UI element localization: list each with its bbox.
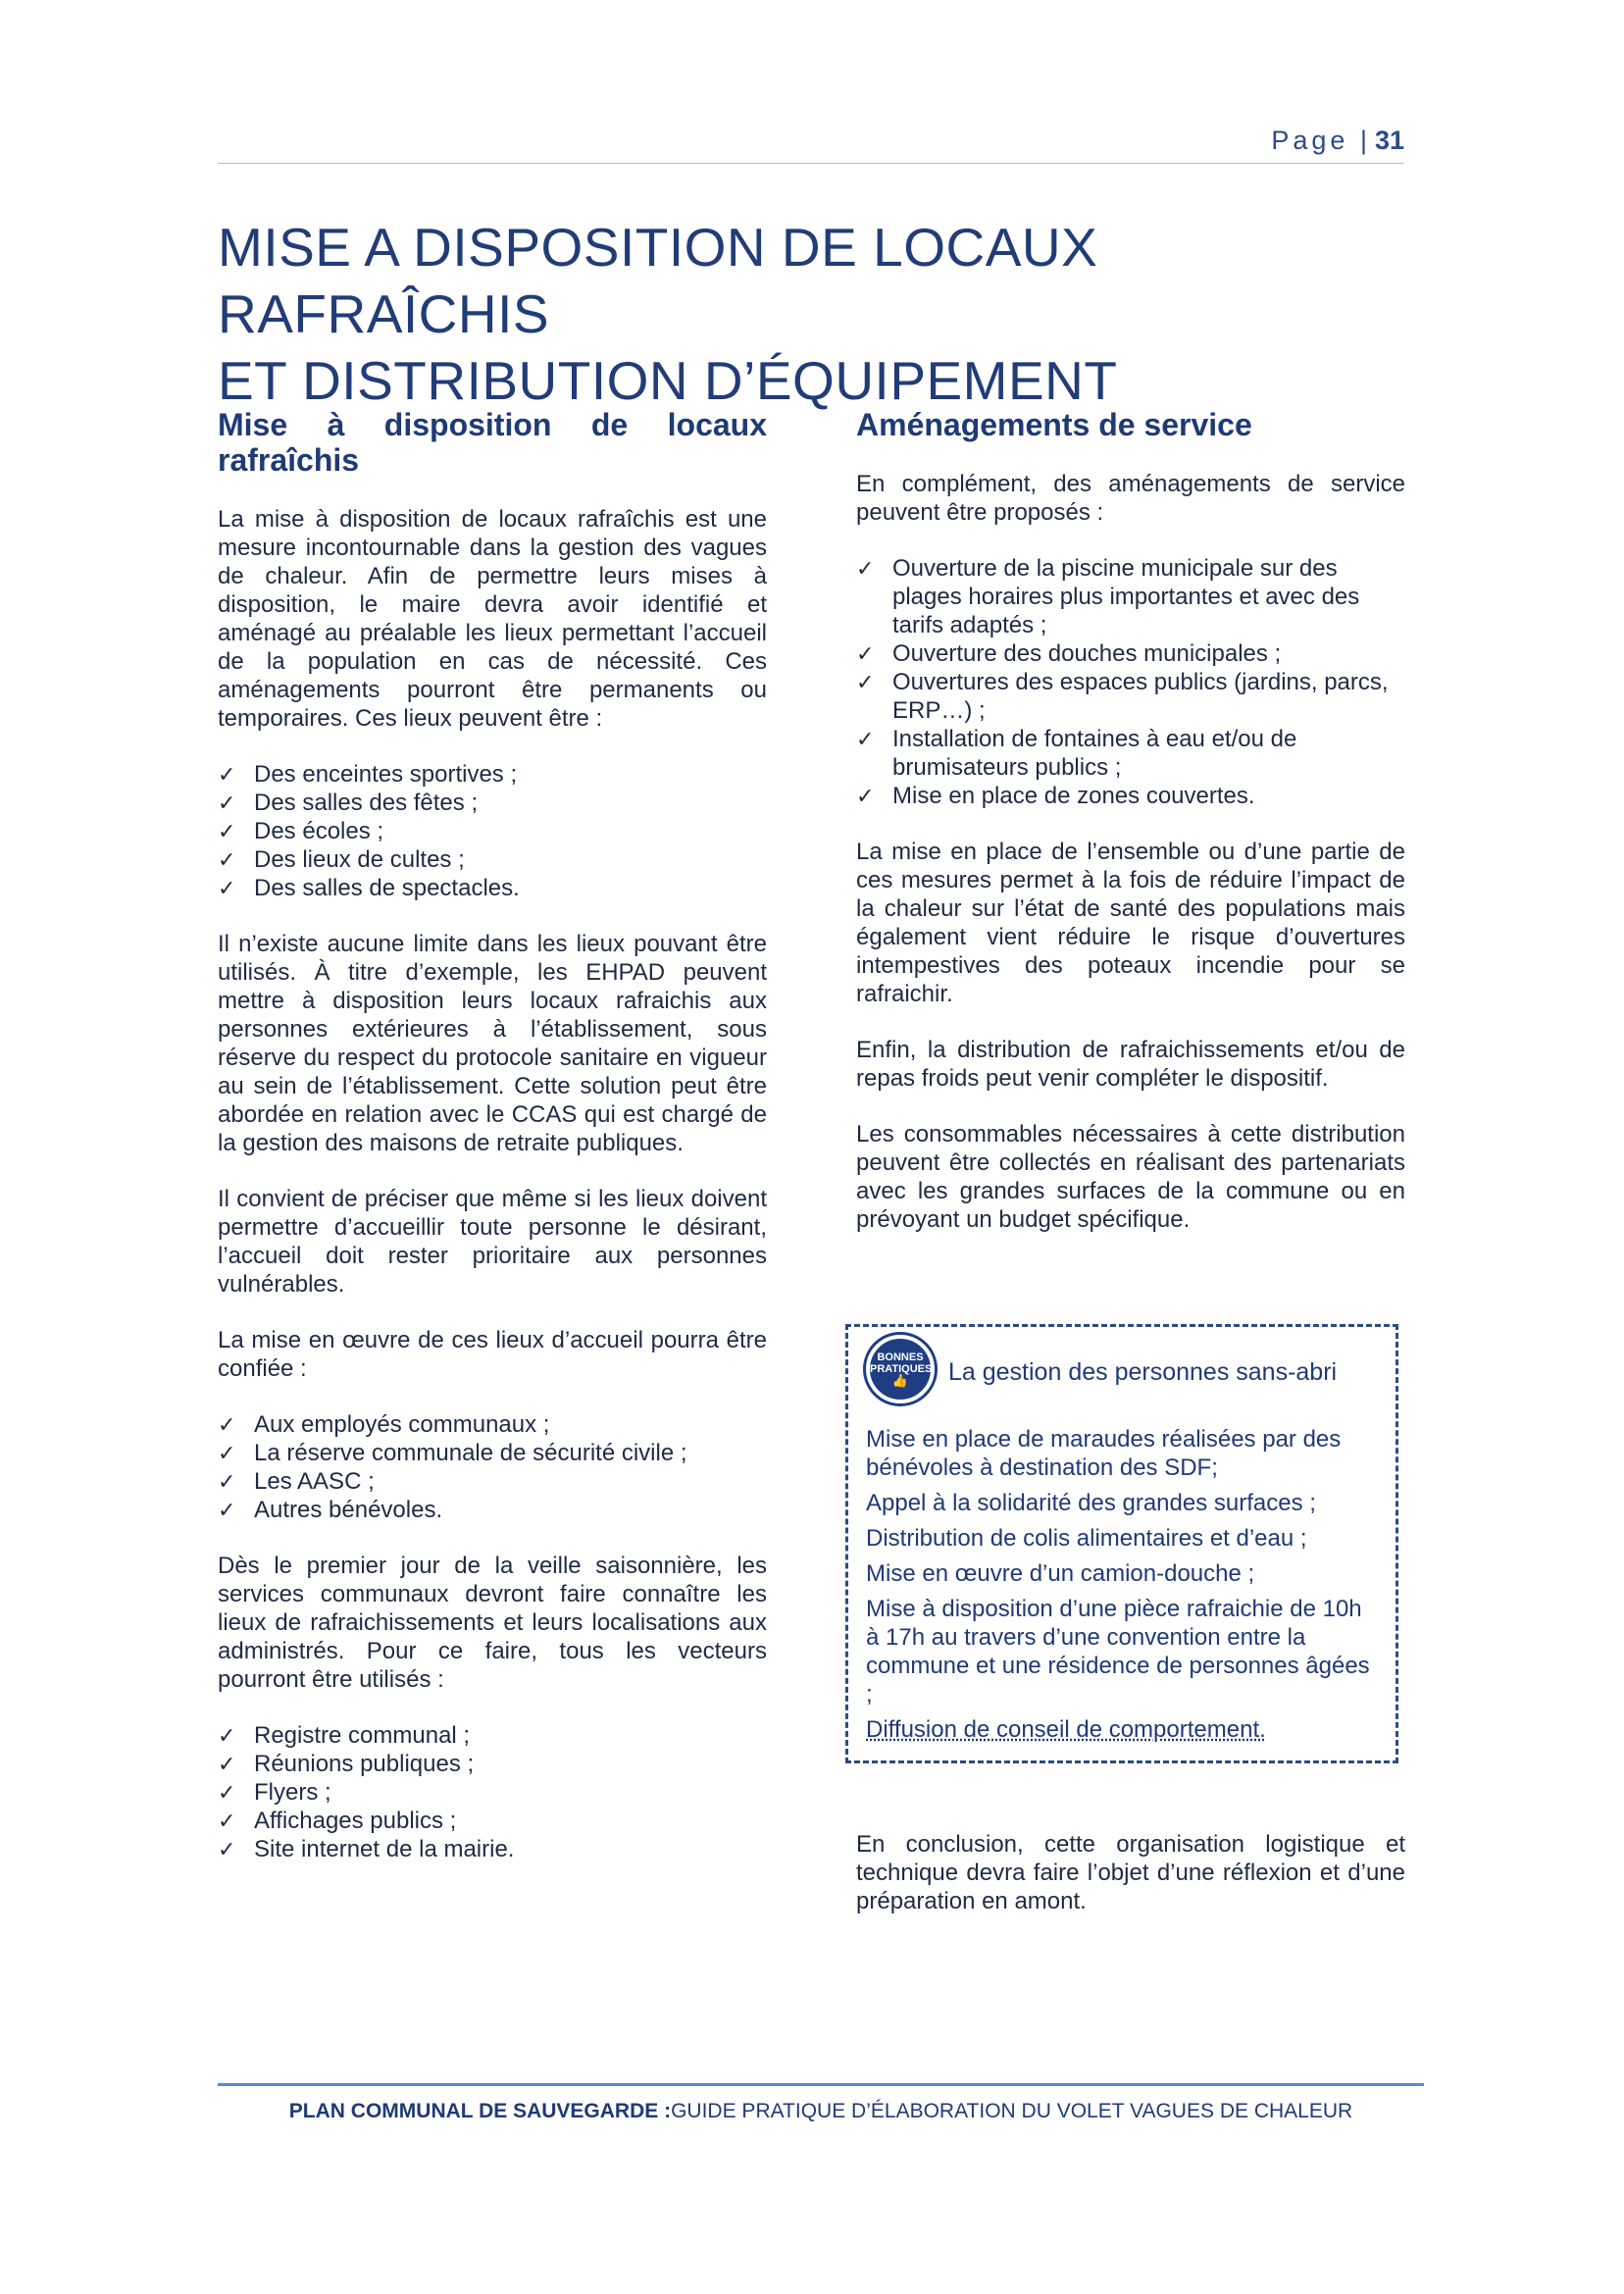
left-paragraph-5: Dès le premier jour de la veille saisonnière, les services communaux devront faire connaître les lieux de rafraichissements et leurs localisations aux administrés. Pour ce faire, tous les vecteurs pourront être utilisés : bbox=[218, 1553, 767, 1693]
list-item: ✓ Ouverture de la piscine municipale sur des plages horaires plus importantes et avec des tarifs adaptés ; bbox=[856, 554, 1405, 639]
best-practice-item: Mise en œuvre d’un camion-douche ; bbox=[866, 1560, 1255, 1587]
page-number: Page | 31 bbox=[1271, 126, 1404, 155]
list-item: ✓ Mise en place de zones couvertes. bbox=[856, 782, 1405, 810]
list-item: ✓ Ouvertures des espaces publics (jardins, parcs, ERP…) ; bbox=[856, 668, 1405, 725]
left-paragraph-3: Il convient de préciser que même si les lieux doivent permettre d’accueillir toute personne le désirant, l’accueil doit rester prioritaire aux personnes vulnérables. bbox=[218, 1186, 767, 1298]
page-footer bbox=[218, 2083, 1424, 2135]
list-item: ✓ Installation de fontaines à eau et/ou de brumisateurs publics ; bbox=[856, 725, 1405, 782]
left-paragraph-4: La mise en œuvre de ces lieux d’accueil pourra être confiée : bbox=[218, 1327, 767, 1382]
best-practice-title: La gestion des personnes sans-abri bbox=[948, 1357, 1338, 1386]
left-heading-line-2: rafraîchis bbox=[218, 442, 360, 478]
list-item: ✓ Ouverture des douches municipales ; bbox=[856, 639, 1405, 668]
page-header bbox=[218, 116, 1404, 164]
list-item: ✓ Affichages publics ; bbox=[218, 1807, 767, 1835]
page-number-value: 31 bbox=[1374, 126, 1404, 155]
title-line-1: MISE A DISPOSITION DE LOCAUX RAFRAÎCHIS bbox=[218, 217, 1098, 344]
service-list bbox=[856, 554, 1405, 810]
best-practice-item: Diffusion de conseil de comportement. bbox=[866, 1716, 1266, 1743]
best-practice-item: Appel à la solidarité des grandes surfaces ; bbox=[866, 1490, 1316, 1516]
left-paragraph-1: La mise à disposition de locaux rafraîchis est une mesure incontournable dans la gestion des vagues de chaleur. Afin de permettre leurs mises à disposition, le maire devra avoir identifié et aménagé au préalable les lieux permettant l’accueil de la population en cas de nécessité. Ces aménagements pourront être permanents ou temporaires. Ces lieux peuvent être : bbox=[218, 506, 767, 732]
best-practice-item: Mise à disposition d’une pièce rafraichie de 10h à 17h au travers d’une convention entre la commune et une résidence de personnes âgées ; bbox=[866, 1596, 1370, 1708]
best-practice-list bbox=[866, 1425, 1378, 1744]
page-title bbox=[218, 214, 1424, 414]
footer-bold: PLAN COMMUNAL DE SAUVEGARDE : bbox=[288, 2100, 672, 2122]
list-item: ✓ Des lieux de cultes ; bbox=[218, 845, 767, 874]
right-paragraph-2: La mise en place de l’ensemble ou d’une partie de ces mesures permet à la fois de réduire l’impact de la chaleur sur l’état de santé des populations mais également vient réduire le risque d’ouvertures intempestives des poteaux incendie pour se rafraichir. bbox=[856, 839, 1405, 1007]
venue-list bbox=[218, 760, 767, 902]
staff-list bbox=[218, 1410, 767, 1524]
list-item: ✓ Des écoles ; bbox=[218, 817, 767, 845]
channel-list bbox=[218, 1721, 767, 1863]
left-paragraph-2: Il n’existe aucune limite dans les lieux pouvant être utilisés. À titre d’exemple, les EHPAD peuvent mettre à disposition leurs locaux rafraichis aux personnes extérieures à l’établissement, sous réserve du respect du protocole sanitaire en vigueur au sein de l’établissement. Cette solution peut être abordée en relation avec le CCAS qui est chargé de la gestion des maisons de retraite publiques. bbox=[218, 931, 767, 1156]
list-item: ✓ Site internet de la mairie. bbox=[218, 1835, 767, 1863]
best-practice-header bbox=[866, 1335, 1378, 1403]
list-item: ✓ Les AASC ; bbox=[218, 1467, 767, 1496]
list-item: ✓ Aux employés communaux ; bbox=[218, 1410, 767, 1439]
list-item: ✓ Des salles des fêtes ; bbox=[218, 789, 767, 817]
list-item: ✓ Autres bénévoles. bbox=[218, 1496, 767, 1524]
right-paragraph-3: Enfin, la distribution de rafraichissements et/ou de repas froids peut venir compléter le dispositif. bbox=[856, 1037, 1405, 1092]
conclusion-paragraph: En conclusion, cette organisation logistique et technique devra faire l’objet d’une réflexion et d’une préparation en amont. bbox=[856, 1831, 1405, 1914]
best-practice-item: Distribution de colis alimentaires et d’eau ; bbox=[866, 1525, 1307, 1552]
thumbs-up-icon: 👍 bbox=[891, 1373, 909, 1388]
list-item: ✓ Registre communal ; bbox=[218, 1721, 767, 1750]
left-heading bbox=[218, 407, 767, 478]
best-practice-badge-icon bbox=[866, 1335, 935, 1403]
best-practice-box bbox=[845, 1324, 1398, 1763]
page-label: Page bbox=[1271, 126, 1349, 155]
footer-text bbox=[289, 2100, 1352, 2123]
right-column bbox=[856, 407, 1405, 1261]
list-item: ✓ Des enceintes sportives ; bbox=[218, 760, 767, 789]
right-paragraph-1: En complément, des aménagements de service peuvent être proposés : bbox=[856, 471, 1405, 526]
footer-rest: GUIDE PRATIQUE D’ÉLABORATION DU VOLET VAGUES DE CHALEUR bbox=[671, 2100, 1353, 2122]
best-practice-item: Mise en place de maraudes réalisées par des bénévoles à destination des SDF; bbox=[866, 1426, 1342, 1481]
badge-text-1: BONNES bbox=[877, 1351, 924, 1363]
list-item: ✓ Réunions publiques ; bbox=[218, 1750, 767, 1778]
list-item: ✓ Flyers ; bbox=[218, 1778, 767, 1807]
left-heading-line-1: Mise à disposition de locaux bbox=[218, 407, 767, 442]
left-column bbox=[218, 407, 767, 1891]
list-item: ✓ Des salles de spectacles. bbox=[218, 874, 767, 902]
list-item: ✓ La réserve communale de sécurité civile ; bbox=[218, 1439, 767, 1467]
badge-text-2: PRATIQUES bbox=[870, 1363, 933, 1375]
right-heading: Aménagements de service bbox=[856, 407, 1252, 442]
title-line-2: ET DISTRIBUTION D’ÉQUIPEMENT bbox=[218, 350, 1118, 411]
right-paragraph-4: Les consommables nécessaires à cette distribution peuvent être collectés en réalisant des partenariats avec les grandes surfaces de la commune ou en prévoyant un budget spécifique. bbox=[856, 1121, 1405, 1233]
